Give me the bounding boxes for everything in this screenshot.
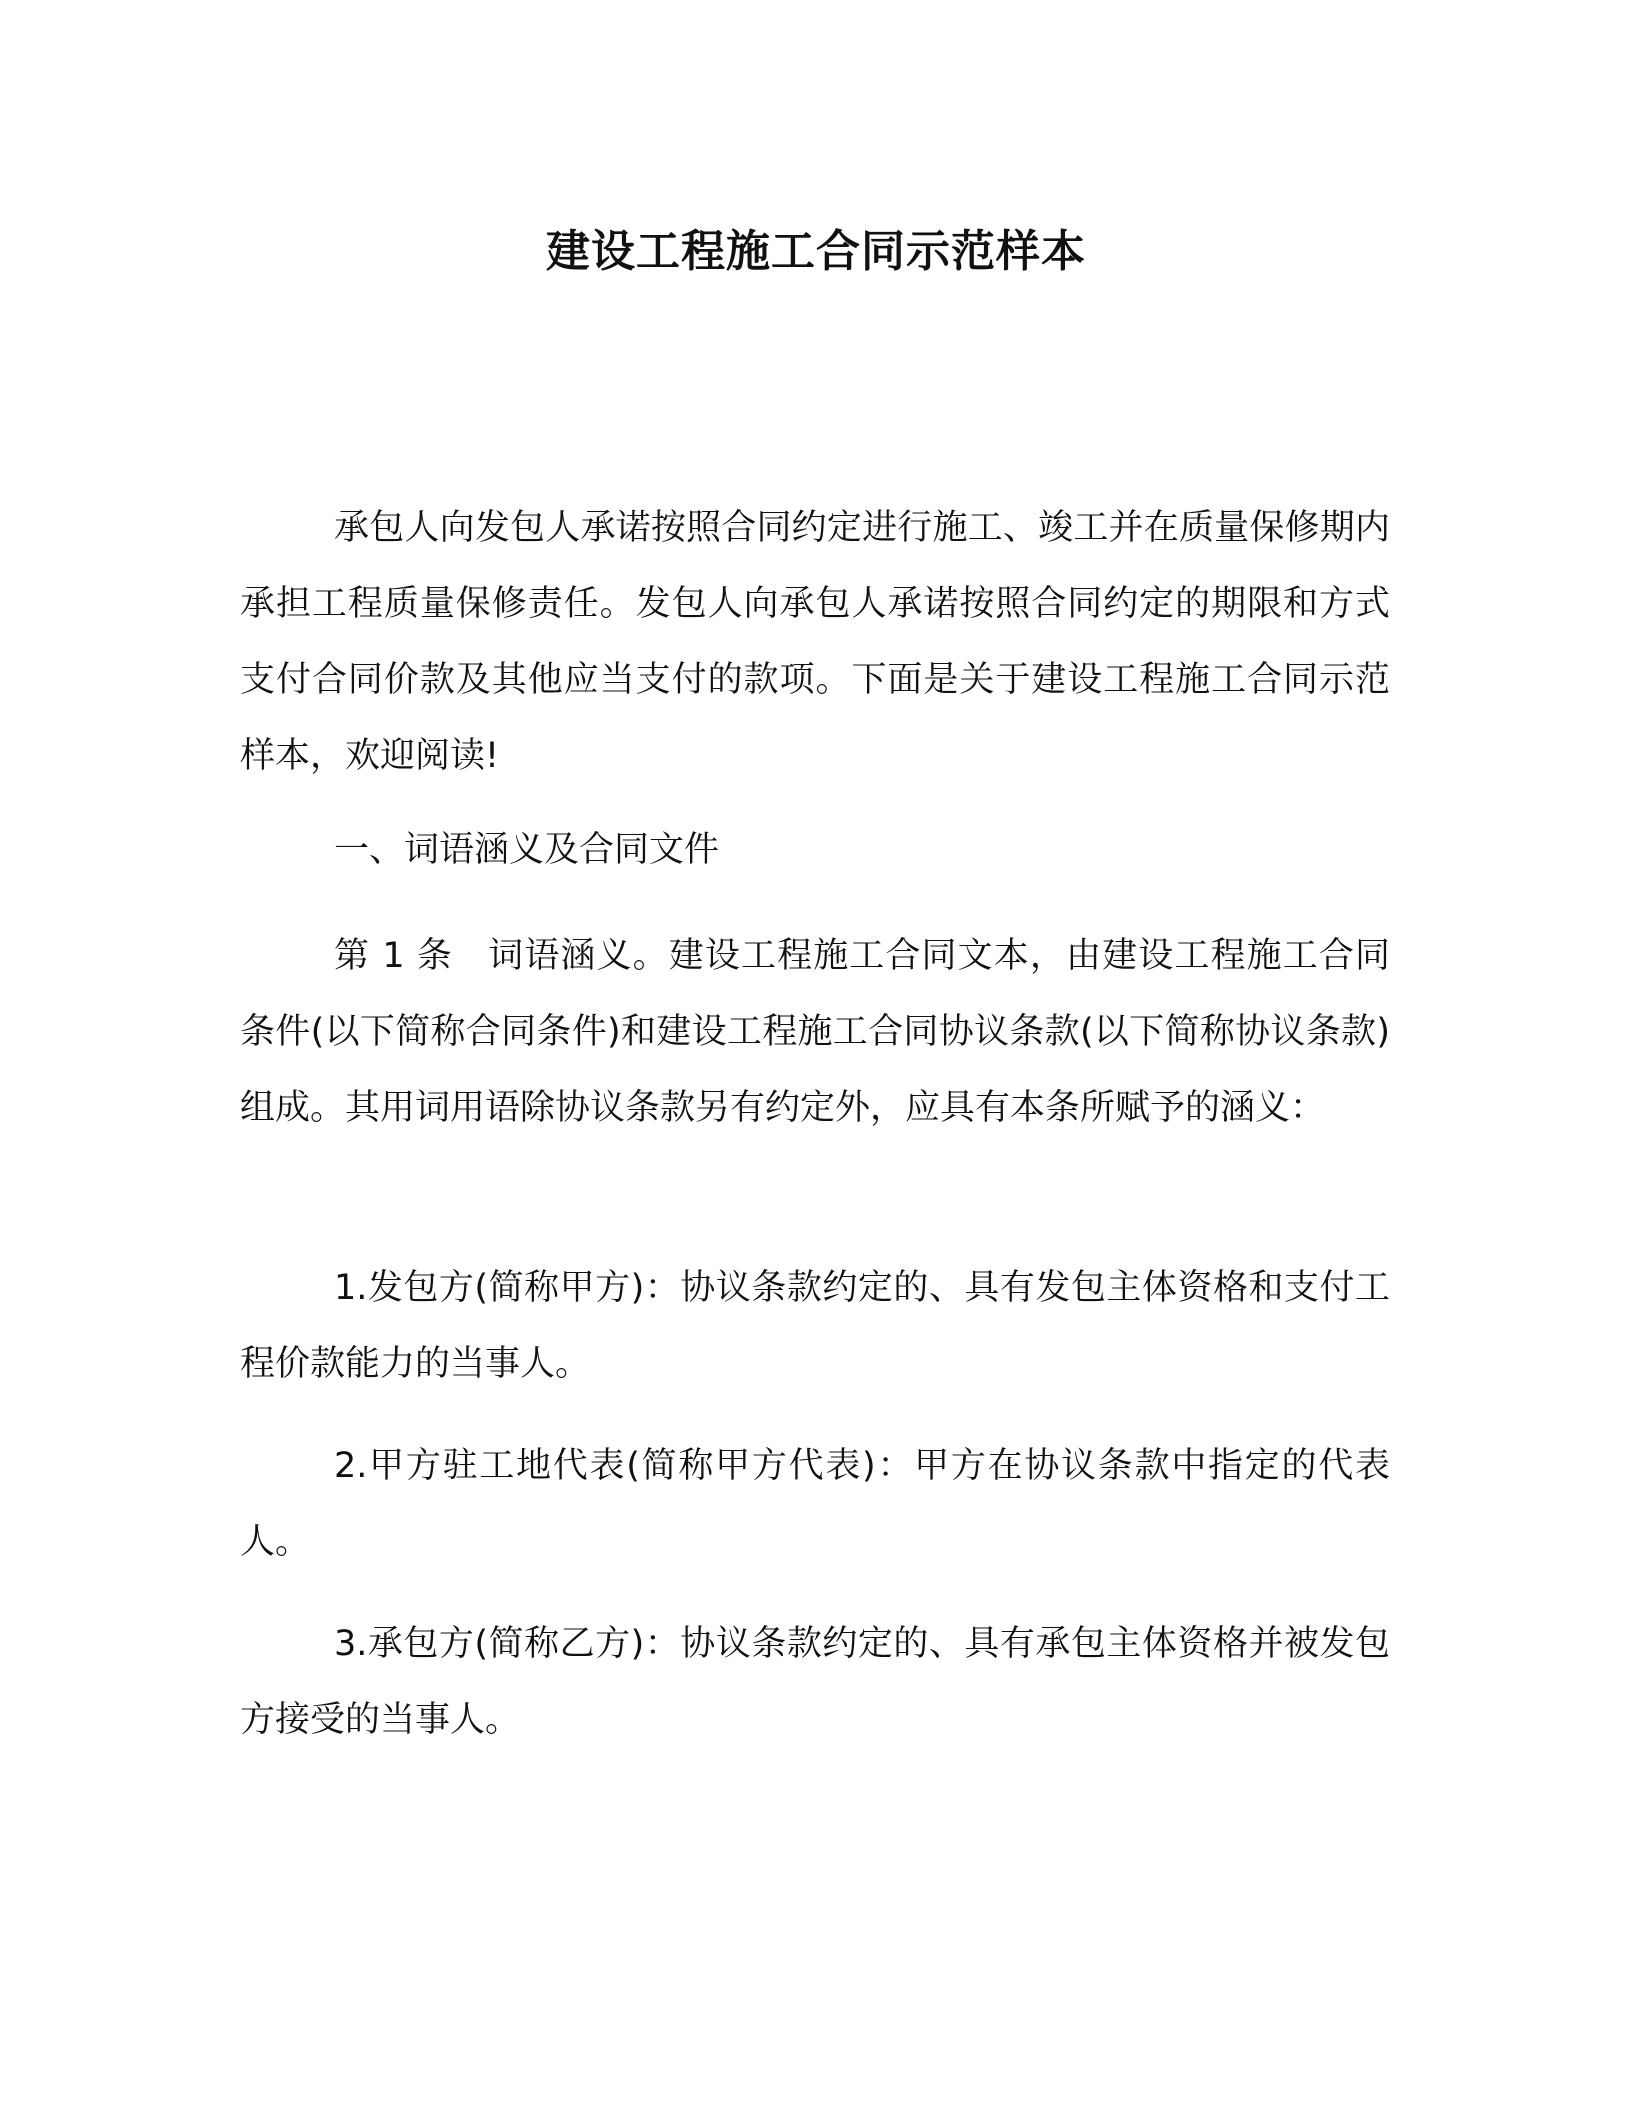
- section-heading: 一、词语涵义及合同文件: [334, 830, 720, 870]
- definition-item-2: 2.甲方驻工地代表(简称甲方代表)：甲方在协议条款中指定的代表人。: [240, 1446, 1390, 1562]
- intro-paragraph: 承包人向发包人承诺按照合同约定进行施工、竣工并在质量保修期内承担工程质量保修责任。发包人向承包人承诺按照合同约定的期限和方式支付合同价款及其他应当支付的款项。下面是关于建设工程施工合同示范样本，欢迎阅读!: [240, 508, 1390, 776]
- definition-item-3: 3.承包方(简称乙方)：协议条款约定的、具有承包主体资格并被发包方接受的当事人。: [240, 1624, 1390, 1740]
- definition-item-1: 1.发包方(简称甲方)：协议条款约定的、具有发包主体资格和支付工程价款能力的当事人。: [240, 1268, 1390, 1384]
- article-1-number: 第 1 条: [334, 936, 453, 976]
- article-1-text: 词语涵义。建设工程施工合同文本，由建设工程施工合同条件(以下简称合同条件)和建设工程施工合同协议条款(以下简称协议条款)组成。其用词用语除协议条款另有约定外，应具有本条所赋予的涵义：: [240, 936, 1390, 1128]
- document-title: 建设工程施工合同示范样本: [546, 226, 1086, 277]
- article-1-paragraph: [240, 918, 1390, 1146]
